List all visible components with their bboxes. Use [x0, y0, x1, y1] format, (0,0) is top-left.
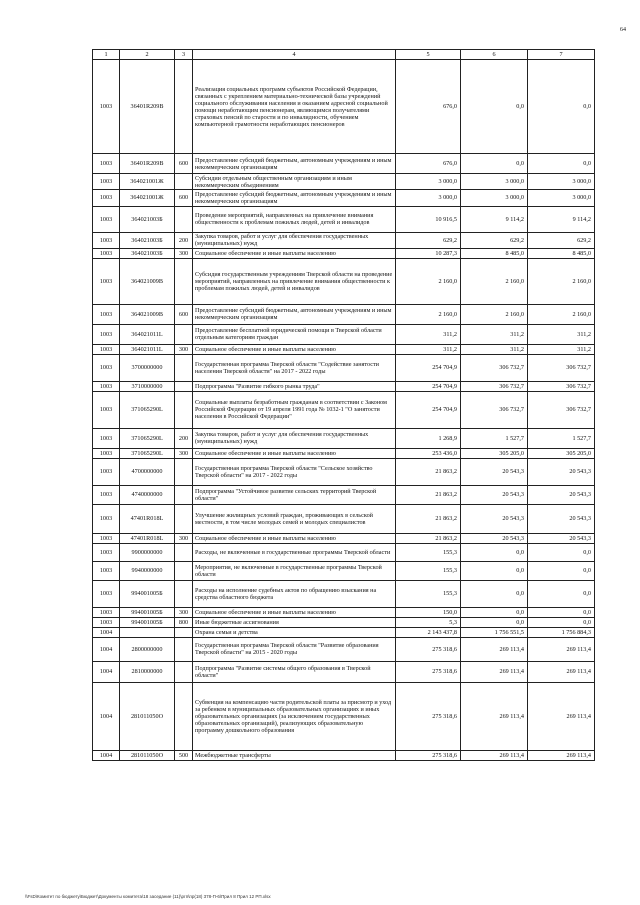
amount-year1-cell: 2 143 437,8 [396, 627, 461, 637]
description-cell: Субсидии отдельным общественным организациям и иным некоммерческим объединениям [193, 174, 396, 190]
table-row [93, 543, 595, 561]
table-row [93, 60, 595, 154]
target-article-cell: 994001005Б [120, 580, 175, 607]
section-code-cell: 1003 [93, 258, 120, 304]
expense-type-cell [175, 206, 193, 232]
target-article-cell [120, 627, 175, 637]
amount-year2-cell: 8 485,0 [461, 248, 528, 258]
table-row [93, 154, 595, 174]
table-row [93, 617, 595, 627]
description-cell: Расходы, не включенные в государственные программы Тверской области [193, 543, 396, 561]
amount-year2-cell: 306 732,7 [461, 381, 528, 391]
description-cell: Государственная программа Тверской области "Сельское хозяйство Тверской области" на 2017 - 2022 годы [193, 458, 396, 485]
amount-year3-cell: 0,0 [528, 607, 595, 617]
target-article-cell: 371065290L [120, 448, 175, 458]
section-code-cell: 1003 [93, 304, 120, 324]
expense-type-cell [175, 391, 193, 428]
target-article-cell: 364021009В [120, 304, 175, 324]
table-row [93, 533, 595, 543]
table-row [93, 354, 595, 381]
table-row [93, 504, 595, 533]
amount-year3-cell: 3 000,0 [528, 174, 595, 190]
target-article-cell: 9940000000 [120, 561, 175, 580]
expense-type-cell: 300 [175, 344, 193, 354]
expense-type-cell [175, 324, 193, 344]
header-cell: 2 [120, 50, 175, 60]
section-code-cell: 1004 [93, 682, 120, 750]
table-row [93, 485, 595, 504]
amount-year1-cell: 10 916,5 [396, 206, 461, 232]
amount-year2-cell: 20 543,3 [461, 458, 528, 485]
budget-table [92, 49, 595, 761]
amount-year2-cell: 20 543,3 [461, 485, 528, 504]
expense-type-cell [175, 258, 193, 304]
table-row [93, 304, 595, 324]
amount-year1-cell: 3 000,0 [396, 174, 461, 190]
amount-year2-cell: 269 113,4 [461, 682, 528, 750]
description-cell: Социальное обеспечение и иные выплаты населению [193, 448, 396, 458]
expense-type-cell [175, 60, 193, 154]
section-code-cell: 1003 [93, 580, 120, 607]
section-code-cell: 1004 [93, 627, 120, 637]
target-article-cell: 364021001Ж [120, 190, 175, 206]
description-cell: Подпрограмма "Развитие гибкого рынка труда" [193, 381, 396, 391]
amount-year2-cell: 1 527,7 [461, 428, 528, 448]
description-cell: Закупка товаров, работ и услуг для обеспечения государственных (муниципальных) нужд [193, 232, 396, 248]
expense-type-cell [175, 504, 193, 533]
amount-year2-cell: 2 160,0 [461, 258, 528, 304]
amount-year1-cell: 676,0 [396, 60, 461, 154]
description-cell: Улучшение жилищных условий граждан, проживающих в сельской местности, в том числе молодых семей и молодых специалистов [193, 504, 396, 533]
section-code-cell: 1003 [93, 391, 120, 428]
expense-type-cell: 200 [175, 232, 193, 248]
amount-year2-cell: 0,0 [461, 607, 528, 617]
target-article-cell: 9900000000 [120, 543, 175, 561]
amount-year3-cell: 311,2 [528, 324, 595, 344]
section-code-cell: 1003 [93, 504, 120, 533]
section-code-cell: 1003 [93, 458, 120, 485]
target-article-cell: 4740000000 [120, 485, 175, 504]
target-article-cell: 3700000000 [120, 354, 175, 381]
amount-year3-cell: 2 160,0 [528, 258, 595, 304]
section-code-cell: 1003 [93, 232, 120, 248]
expense-type-cell [175, 458, 193, 485]
target-article-cell: 371065290L [120, 391, 175, 428]
target-article-cell: 47401R018L [120, 533, 175, 543]
target-article-cell: 364021003Б [120, 248, 175, 258]
description-cell: Мероприятия, не включенные в государственные программы Тверской области [193, 561, 396, 580]
description-cell: Охрана семьи и детства [193, 627, 396, 637]
page-number: 64 [620, 27, 626, 33]
amount-year2-cell: 311,2 [461, 344, 528, 354]
amount-year3-cell: 20 543,3 [528, 504, 595, 533]
amount-year1-cell: 311,2 [396, 344, 461, 354]
amount-year3-cell: 0,0 [528, 617, 595, 627]
table-row [93, 607, 595, 617]
table-row [93, 750, 595, 760]
amount-year3-cell: 9 114,2 [528, 206, 595, 232]
amount-year2-cell: 3 000,0 [461, 190, 528, 206]
amount-year1-cell: 150,0 [396, 607, 461, 617]
target-article-cell: 994001005Б [120, 607, 175, 617]
table-row [93, 258, 595, 304]
amount-year2-cell: 0,0 [461, 543, 528, 561]
amount-year3-cell: 0,0 [528, 561, 595, 580]
section-code-cell: 1003 [93, 381, 120, 391]
header-cell: 4 [193, 50, 396, 60]
description-cell: Социальное обеспечение и иные выплаты населению [193, 607, 396, 617]
amount-year2-cell: 0,0 [461, 580, 528, 607]
amount-year3-cell: 306 732,7 [528, 381, 595, 391]
amount-year2-cell: 311,2 [461, 324, 528, 344]
description-cell: Социальное обеспечение и иные выплаты населению [193, 248, 396, 258]
amount-year3-cell: 2 160,0 [528, 304, 595, 324]
amount-year3-cell: 20 543,3 [528, 458, 595, 485]
expense-type-cell: 300 [175, 448, 193, 458]
amount-year1-cell: 1 268,9 [396, 428, 461, 448]
table-row [93, 391, 595, 428]
target-article-cell: 281011050О [120, 682, 175, 750]
amount-year1-cell: 155,3 [396, 580, 461, 607]
expense-type-cell [175, 561, 193, 580]
section-code-cell: 1003 [93, 428, 120, 448]
table-row [93, 232, 595, 248]
amount-year1-cell: 254 704,9 [396, 391, 461, 428]
amount-year3-cell: 20 543,3 [528, 533, 595, 543]
section-code-cell: 1004 [93, 661, 120, 682]
amount-year2-cell: 0,0 [461, 561, 528, 580]
expense-type-cell: 200 [175, 428, 193, 448]
amount-year2-cell: 269 113,4 [461, 637, 528, 661]
description-cell: Расходы на исполнение судебных актов по обращению взыскания на средства областного бюджета [193, 580, 396, 607]
amount-year2-cell: 9 114,2 [461, 206, 528, 232]
amount-year1-cell: 275 318,6 [396, 661, 461, 682]
expense-type-cell: 600 [175, 154, 193, 174]
expense-type-cell: 300 [175, 533, 193, 543]
section-code-cell: 1003 [93, 448, 120, 458]
header-cell: 6 [461, 50, 528, 60]
section-code-cell: 1003 [93, 561, 120, 580]
amount-year1-cell: 275 318,6 [396, 750, 461, 760]
amount-year3-cell: 1 756 884,3 [528, 627, 595, 637]
amount-year2-cell: 2 160,0 [461, 304, 528, 324]
target-article-cell: 364021003Б [120, 232, 175, 248]
target-article-cell: 994001005Б [120, 617, 175, 627]
table-row [93, 661, 595, 682]
expense-type-cell [175, 682, 193, 750]
amount-year2-cell: 0,0 [461, 617, 528, 627]
description-cell: Предоставление бесплатной юридической помощи в Тверской области отдельным категориям граждан [193, 324, 396, 344]
target-article-cell: 3710000000 [120, 381, 175, 391]
description-cell: Социальные выплаты безработным гражданам в соответствии с Законом Российской Федерации от 19 апреля 1991 года № 1032-1 "О занятости населения в Российской Федерации" [193, 391, 396, 428]
section-code-cell: 1003 [93, 607, 120, 617]
table-row [93, 561, 595, 580]
amount-year1-cell: 155,3 [396, 561, 461, 580]
amount-year1-cell: 5,3 [396, 617, 461, 627]
expense-type-cell [175, 580, 193, 607]
amount-year1-cell: 254 704,9 [396, 381, 461, 391]
amount-year3-cell: 305 205,0 [528, 448, 595, 458]
amount-year2-cell: 3 000,0 [461, 174, 528, 190]
section-code-cell: 1003 [93, 533, 120, 543]
table-row [93, 458, 595, 485]
amount-year1-cell: 21 863,2 [396, 504, 461, 533]
amount-year1-cell: 2 160,0 [396, 258, 461, 304]
target-article-cell: 36401R209B [120, 154, 175, 174]
header-cell: 1 [93, 50, 120, 60]
amount-year2-cell: 269 113,4 [461, 661, 528, 682]
description-cell: Проведение мероприятий, направленных на привлечение внимания общественности к проблемам пожилых людей, детей и инвалидов [193, 206, 396, 232]
section-code-cell: 1003 [93, 206, 120, 232]
amount-year3-cell: 306 732,7 [528, 354, 595, 381]
target-article-cell: 4700000000 [120, 458, 175, 485]
target-article-cell: 364021003Б [120, 206, 175, 232]
header-cell: 5 [396, 50, 461, 60]
amount-year3-cell: 20 543,3 [528, 485, 595, 504]
amount-year1-cell: 311,2 [396, 324, 461, 344]
amount-year3-cell: 0,0 [528, 154, 595, 174]
amount-year1-cell: 10 287,3 [396, 248, 461, 258]
amount-year3-cell: 0,0 [528, 543, 595, 561]
header-cell: 7 [528, 50, 595, 60]
section-code-cell: 1003 [93, 617, 120, 627]
expense-type-cell: 800 [175, 617, 193, 627]
amount-year2-cell: 0,0 [461, 154, 528, 174]
section-code-cell: 1003 [93, 324, 120, 344]
amount-year2-cell: 20 543,3 [461, 504, 528, 533]
target-article-cell: 47401R018L [120, 504, 175, 533]
table-row [93, 637, 595, 661]
amount-year3-cell: 0,0 [528, 60, 595, 154]
target-article-cell: 36401R209B [120, 60, 175, 154]
amount-year2-cell: 20 543,3 [461, 533, 528, 543]
table-row [93, 627, 595, 637]
amount-year1-cell: 21 863,2 [396, 458, 461, 485]
file-path-footer: \\FsD\Комитет по бюджету\Бюджет\Документы комитета\18 заседание (11)\ргп\пр(18) 378-П-6\Прил 8 Прил 12 РП.xlsx [25, 894, 271, 899]
amount-year3-cell: 269 113,4 [528, 682, 595, 750]
amount-year2-cell: 629,2 [461, 232, 528, 248]
section-code-cell: 1003 [93, 543, 120, 561]
section-code-cell: 1003 [93, 174, 120, 190]
section-code-cell: 1003 [93, 154, 120, 174]
amount-year2-cell: 1 756 551,5 [461, 627, 528, 637]
expense-type-cell [175, 174, 193, 190]
description-cell: Закупка товаров, работ и услуг для обеспечения государственных (муниципальных) нужд [193, 428, 396, 448]
expense-type-cell: 300 [175, 248, 193, 258]
amount-year1-cell: 676,0 [396, 154, 461, 174]
target-article-cell: 364021011L [120, 324, 175, 344]
table-row [93, 324, 595, 344]
amount-year1-cell: 155,3 [396, 543, 461, 561]
section-code-cell: 1003 [93, 485, 120, 504]
description-cell: Государственная программа Тверской области "Развитие образования Тверской области" на 2015 - 2020 годы [193, 637, 396, 661]
target-article-cell: 364021001Ж [120, 174, 175, 190]
description-cell: Межбюджетные трансферты [193, 750, 396, 760]
amount-year3-cell: 8 485,0 [528, 248, 595, 258]
target-article-cell: 364021009В [120, 258, 175, 304]
amount-year3-cell: 269 113,4 [528, 750, 595, 760]
target-article-cell: 371065290L [120, 428, 175, 448]
description-cell: Реализация социальных программ субъектов Российской Федерации, связанных с укреплением материально-технической базы учреждений социального обслуживания населения и оказанием адресной социальной помощи неработающим пенсионерам, являющимся получателями страховых пенсий по старости и по инвалидности, обучением компьютерной грамотности неработающих пенсионеров [193, 60, 396, 154]
amount-year1-cell: 275 318,6 [396, 682, 461, 750]
amount-year3-cell: 269 113,4 [528, 637, 595, 661]
table-header-row [93, 50, 595, 60]
table-row [93, 248, 595, 258]
expense-type-cell [175, 627, 193, 637]
description-cell: Предоставление субсидий бюджетным, автономным учреждениям и иным некоммерческим организациям [193, 190, 396, 206]
description-cell: Иные бюджетные ассигнования [193, 617, 396, 627]
amount-year3-cell: 1 527,7 [528, 428, 595, 448]
target-article-cell: 364021011L [120, 344, 175, 354]
target-article-cell: 2800000000 [120, 637, 175, 661]
amount-year2-cell: 269 113,4 [461, 750, 528, 760]
description-cell: Субвенция на компенсацию части родительской платы за присмотр и уход за ребенком в муниципальных образовательных организациях и иных образовательных организациях (за исключением государственных образовательных организаций), реализующих образовательную программу дошкольного образования [193, 682, 396, 750]
amount-year1-cell: 275 318,6 [396, 637, 461, 661]
target-article-cell: 2810000000 [120, 661, 175, 682]
expense-type-cell: 500 [175, 750, 193, 760]
amount-year2-cell: 306 732,7 [461, 354, 528, 381]
description-cell: Подпрограмма "Развитие системы общего образования в Тверской области" [193, 661, 396, 682]
table-row [93, 344, 595, 354]
section-code-cell: 1003 [93, 344, 120, 354]
section-code-cell: 1003 [93, 248, 120, 258]
description-cell: Социальное обеспечение и иные выплаты населению [193, 533, 396, 543]
amount-year3-cell: 0,0 [528, 580, 595, 607]
table-row [93, 206, 595, 232]
section-code-cell: 1003 [93, 60, 120, 154]
description-cell: Подпрограмма "Устойчивое развитие сельских территорий Тверской области" [193, 485, 396, 504]
amount-year1-cell: 21 863,2 [396, 533, 461, 543]
amount-year1-cell: 253 436,0 [396, 448, 461, 458]
expense-type-cell: 300 [175, 607, 193, 617]
amount-year3-cell: 306 732,7 [528, 391, 595, 428]
amount-year1-cell: 254 704,9 [396, 354, 461, 381]
amount-year1-cell: 21 863,2 [396, 485, 461, 504]
expense-type-cell [175, 485, 193, 504]
table-row [93, 428, 595, 448]
expense-type-cell: 600 [175, 304, 193, 324]
header-cell: 3 [175, 50, 193, 60]
expense-type-cell [175, 637, 193, 661]
expense-type-cell [175, 354, 193, 381]
expense-type-cell: 600 [175, 190, 193, 206]
description-cell: Предоставление субсидий бюджетным, автономным учреждениям и иным некоммерческим организациям [193, 304, 396, 324]
target-article-cell: 281011050О [120, 750, 175, 760]
table-row [93, 381, 595, 391]
amount-year3-cell: 311,2 [528, 344, 595, 354]
table-row [93, 682, 595, 750]
expense-type-cell [175, 381, 193, 391]
amount-year1-cell: 629,2 [396, 232, 461, 248]
amount-year2-cell: 305 205,0 [461, 448, 528, 458]
section-code-cell: 1003 [93, 190, 120, 206]
amount-year2-cell: 306 732,7 [461, 391, 528, 428]
section-code-cell: 1004 [93, 750, 120, 760]
amount-year3-cell: 3 000,0 [528, 190, 595, 206]
expense-type-cell [175, 661, 193, 682]
table-row [93, 174, 595, 190]
table-row [93, 580, 595, 607]
table-row [93, 448, 595, 458]
description-cell: Социальное обеспечение и иные выплаты населению [193, 344, 396, 354]
description-cell: Субсидия государственным учреждениям Тверской области на проведение мероприятий, направленных на привлечение внимания общественности к проблемам пожилых людей, детей и инвалидов [193, 258, 396, 304]
amount-year2-cell: 0,0 [461, 60, 528, 154]
amount-year3-cell: 629,2 [528, 232, 595, 248]
table-row [93, 190, 595, 206]
amount-year3-cell: 269 113,4 [528, 661, 595, 682]
description-cell: Предоставление субсидий бюджетным, автономным учреждениям и иным некоммерческим организациям [193, 154, 396, 174]
amount-year1-cell: 3 000,0 [396, 190, 461, 206]
description-cell: Государственная программа Тверской области "Содействие занятости населения Тверской области" на 2017 - 2022 годы [193, 354, 396, 381]
section-code-cell: 1003 [93, 354, 120, 381]
section-code-cell: 1004 [93, 637, 120, 661]
expense-type-cell [175, 543, 193, 561]
amount-year1-cell: 2 160,0 [396, 304, 461, 324]
